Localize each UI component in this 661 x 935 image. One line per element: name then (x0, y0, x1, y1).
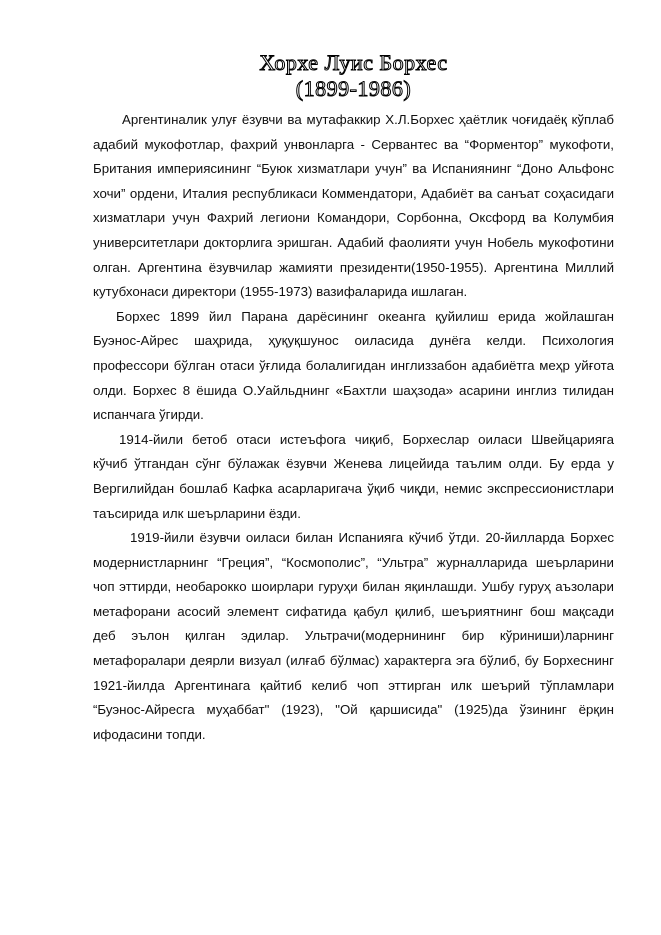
title-name: Хорхе Луис Борхес (259, 50, 448, 75)
article-body (93, 108, 614, 747)
paragraph-childhood: Борхес 1899 йил Парана дарёсининг океанга қуйилиш ерида жойлашган Буэнос-Айрес шаҳрида, ҳуқуқшунос оиласида дунёга келди. Психология профессори бўлган отаси ўғлида болалигидан инглиззабон адабиётга меҳр уйғота олди. Борхес 8 ёшида О.Уайльднинг «Бахтли шаҳзода» асарини инглиз тилидан испанчага ўгирди. (93, 308, 614, 423)
title-years: (1899-1986) (295, 76, 412, 101)
paragraph-switzerland: 1914-йили бетоб отаси истеъфога чиқиб, Борхеслар оиласи Швейцарияга кўчиб ўтгандан сўнг бўлажак ёзувчи Женева лицейида таълим олди. Бу ерда у Вергилийдан бошлаб Кафка асарларигача ўқиб чиқди, немис экспрессионистлари таъсирида илк шеърларини ёзди. (93, 431, 614, 521)
paragraph-awards: Аргентиналик улуғ ёзувчи ва мутафаккир Х.Л.Борхес ҳаётлик чоғидаёқ кўплаб адабий мукофотлар, фахрий унвонларга - Сервантес ва “Форментор” мукофоти, Британия империясининг “Буюк хизматлари учун” ва Испаниянинг “Доно Альфонс хочи” ордени, Италия республикаси Коммендатори, Адабиёт ва санъат соҳасидаги хизматлари учун Фахрий легиони Командори, Сорбонна, Оксфорд ва Колумбия университетлари докторлига эришган. Адабий фаолияти учун Нобель мукофотини олган. Аргентина ёзувчилар жамияти президенти(1950-1955). Аргентина Миллий кутубхонаси директори (1955-1973) вазифаларида ишлаган. (93, 112, 614, 300)
paragraph-spain: 1919-йили ёзувчи оиласи билан Испанияга кўчиб ўтди. 20-йилларда Борхес модернистларнинг “Греция”, “Космополис”, “Ультра” журналларида шеърларини чоп эттирди, необарокко шоирлари гуруҳи билан яқинлашди. Ушбу гуруҳ аъзолари метафорани асосий элемент сифатида қабул қилиб, шеъриятнинг бош мақсади деб эълон қилган эдилар. Ультрачи(модернининг бир кўриниши)ларнинг метафоралари деярли визуал (илғаб бўлмас) характерга эга бўлиб, бу Борхеснинг 1921-йилда Аргентинага қайтиб келиб чоп эттирган илк шеърий тўпламлари “Буэнос-Айресга муҳаббат" (1923), "Ой қаршисида" (1925)да ўзининг ёрқин ифодасини топди. (93, 530, 614, 742)
page-title (93, 50, 614, 102)
